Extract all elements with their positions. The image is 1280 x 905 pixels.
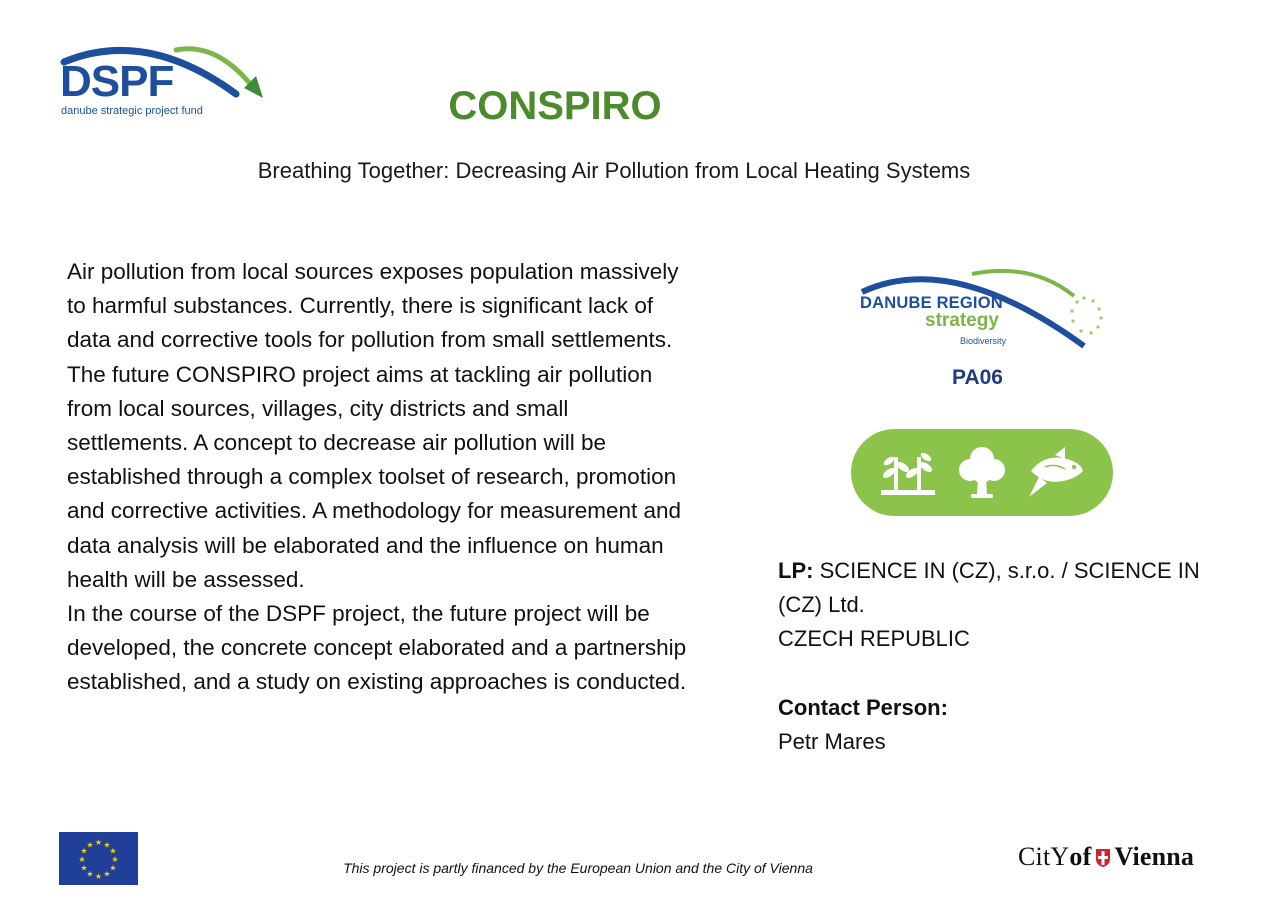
danube-region-strategy-logo bbox=[852, 262, 1108, 352]
tree-icon bbox=[953, 443, 1011, 501]
partner-info bbox=[778, 554, 1208, 759]
contact-person-name: Petr Mares bbox=[778, 728, 886, 754]
svg-text:★: ★ bbox=[109, 863, 117, 873]
lead-partner-name: SCIENCE IN (CZ), s.r.o. / SCIENCE IN (CZ) Ltd. bbox=[778, 558, 1200, 618]
project-description bbox=[67, 255, 687, 700]
vienna-logo-of: of bbox=[1069, 842, 1092, 871]
vienna-logo-name: Vienna bbox=[1114, 842, 1195, 871]
lead-partner bbox=[778, 554, 1208, 622]
description-paragraph: The future CONSPIRO project aims at tackling air pollution from local sources, villages, city districts and small settlements. A concept to decrease air pollution will be established through a complex toolset of research, promotion and corrective activities. A methodology for measurement and data analysis will be elaborated and the influence on human health will be assessed. bbox=[67, 361, 682, 592]
project-title: CONSPIRO bbox=[448, 84, 662, 128]
danube-logo-strategy: strategy bbox=[925, 310, 999, 331]
project-subtitle: Breathing Together: Decreasing Air Pollution from Local Heating Systems bbox=[257, 158, 971, 183]
svg-text:★: ★ bbox=[86, 840, 94, 850]
svg-text:★: ★ bbox=[109, 846, 117, 856]
city-of-vienna-logo bbox=[1018, 842, 1194, 875]
priority-area-code: PA06 bbox=[952, 366, 1003, 389]
description-paragraph: Air pollution from local sources exposes population massively to harmful substances. Currently, there is significant lack of data and corrective tools for pollution from small settlements. bbox=[67, 259, 679, 353]
eu-stars-icon bbox=[59, 832, 138, 885]
svg-text:★: ★ bbox=[78, 855, 86, 864]
financing-note: This project is partly financed by the European Union and the City of Vienna bbox=[343, 860, 813, 876]
partner-country: CZECH REPUBLIC bbox=[778, 626, 970, 652]
svg-text:★: ★ bbox=[94, 838, 103, 847]
contact-person-label: Contact Person: bbox=[778, 694, 948, 720]
vienna-shield-icon bbox=[1095, 845, 1111, 875]
spacer bbox=[778, 657, 1208, 691]
svg-text:★: ★ bbox=[103, 869, 111, 879]
svg-text:★: ★ bbox=[103, 840, 111, 850]
svg-text:★: ★ bbox=[80, 863, 88, 873]
svg-text:★: ★ bbox=[94, 872, 103, 881]
danube-logo-area: Biodiversity bbox=[960, 336, 1007, 346]
dspf-logo-letters: DSPF bbox=[60, 57, 174, 106]
eu-flag bbox=[59, 832, 138, 885]
svg-text:★: ★ bbox=[80, 846, 88, 856]
vienna-logo-city: CitY bbox=[1018, 842, 1070, 871]
biodiversity-icon-pill bbox=[851, 429, 1113, 516]
plants-icon bbox=[879, 443, 937, 501]
dspf-logo-tagline: danube strategic project fund bbox=[61, 105, 203, 117]
svg-text:★: ★ bbox=[86, 869, 94, 879]
fish-icon bbox=[1025, 443, 1087, 501]
description-paragraph: In the course of the DSPF project, the future project will be developed, the concrete concept elaborated and a partnership established, and a study on existing approaches is conducted. bbox=[67, 601, 687, 695]
danube-logo-name: DANUBE REGION bbox=[860, 294, 1003, 312]
svg-text:★: ★ bbox=[111, 855, 119, 864]
lead-partner-label: LP: bbox=[778, 558, 814, 583]
